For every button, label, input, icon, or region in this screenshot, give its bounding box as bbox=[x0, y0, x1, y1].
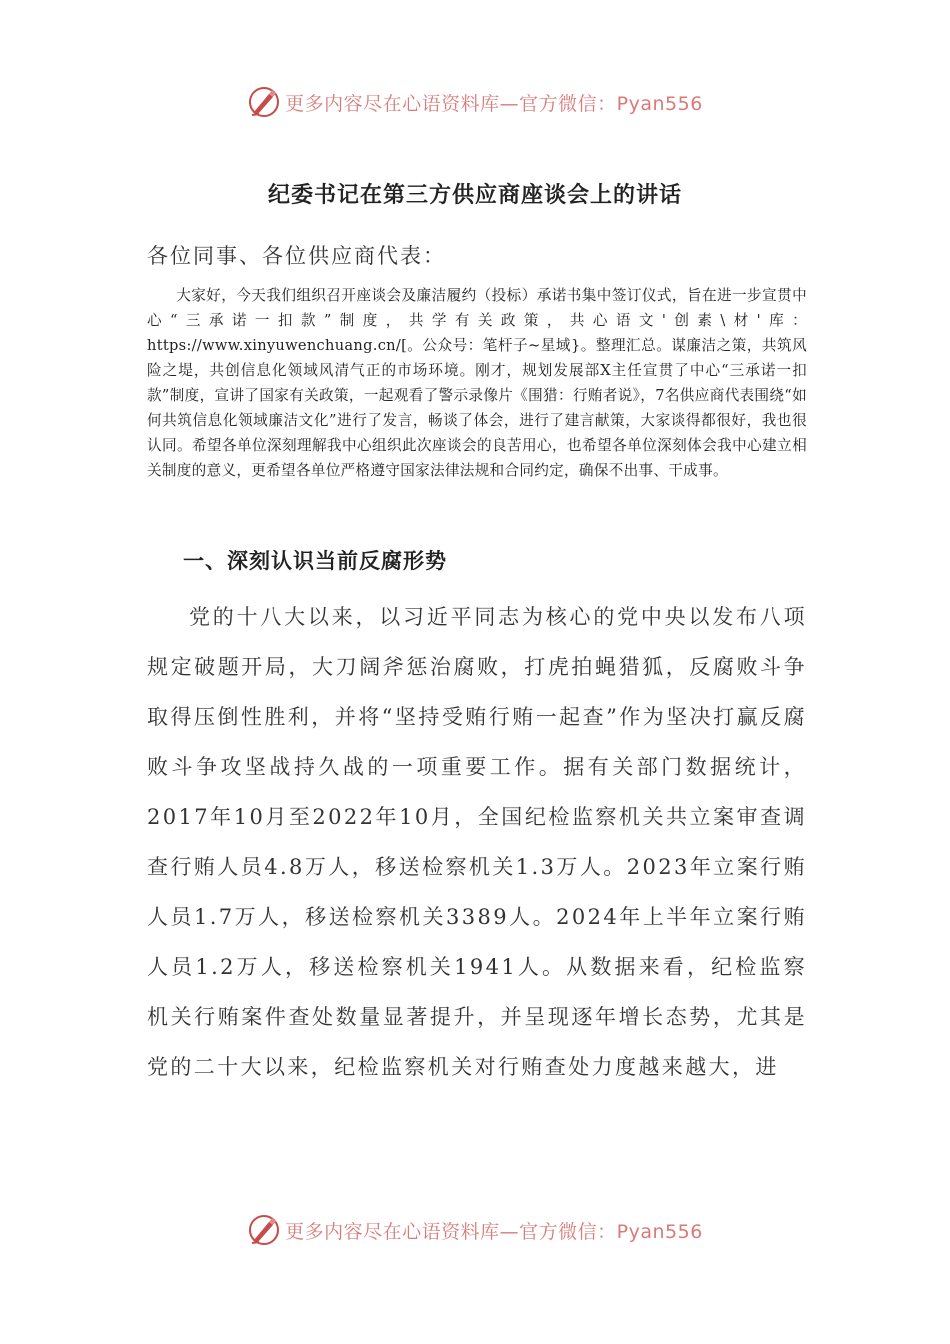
header-banner-text: 更多内容尽在心语资料库—官方微信：Pyan556 bbox=[285, 92, 703, 115]
document-title: 纪委书记在第三方供应商座谈会上的讲话 bbox=[267, 183, 682, 208]
pen-logo-icon bbox=[247, 85, 281, 119]
footer-banner-text: 更多内容尽在心语资料库—官方微信：Pyan556 bbox=[285, 1220, 703, 1243]
salutation: 各位同事、各位供应商代表： bbox=[147, 244, 446, 268]
section-body-paragraph: 党的十八大以来，以习近平同志为核心的党中央以发布八项规定破题开局，大刀阔斧惩治腐败，打虎拍蝇猎狐，反腐败斗争取得压倒性胜利，并将“坚持受贿行贿一起查”作为坚决打赢反腐败斗争攻坚战持久战的一项重要工作。据有关部门数据统计，2017年10月至2022年10月，全国纪检监察机关共立案审查调查行贿人员4.8万人，移送检察机关1.3万人。2023年立案行贿人员1.7万人，移送检察机关3389人。2024年上半年立案行贿人员1.2万人，移送检察机关1941人。从数据来看，纪检监察机关行贿案件查处数量显著提升，并呈现逐年增长态势，尤其是党的二十大以来，纪检监察机关对行贿查处力度越来越大，进 bbox=[147, 605, 807, 1079]
intro-paragraph: 大家好，今天我们组织召开座谈会及廉洁履约（投标）承诺书集中签订仪式，旨在进一步宣贯中心“三承诺一扣款”制度，共学有关政策，共心语文'创素\材'库：https://www.xinyuwenchuang.cn/[。公众号：笔杆子~星域}。整理汇总。谋廉洁之策，共筑风险之堤，共创信息化领域风清气正的市场环境。刚才，规划发展部X主任宣贯了中心“三承诺一扣款”制度，宣讲了国家有关政策，一起观看了警示录像片《围猎：行贿者说》，7名供应商代表围绕“如何共筑信息化领域廉洁文化”进行了发言，畅谈了体会，进行了建言献策，大家谈得都很好，我也很认同。希望各单位深刻理解我中心组织此次座谈会的良苦用心，也希望各单位深刻体会我中心建立相关制度的意义，更希望各单位严格遵守国家法律法规和合同约定，确保不出事、干成事。 bbox=[147, 287, 807, 479]
section-heading: 一、深刻认识当前反腐形势 bbox=[183, 549, 447, 573]
header-banner bbox=[0, 80, 950, 124]
pen-logo-icon bbox=[247, 1213, 281, 1247]
footer-banner bbox=[0, 1208, 950, 1252]
